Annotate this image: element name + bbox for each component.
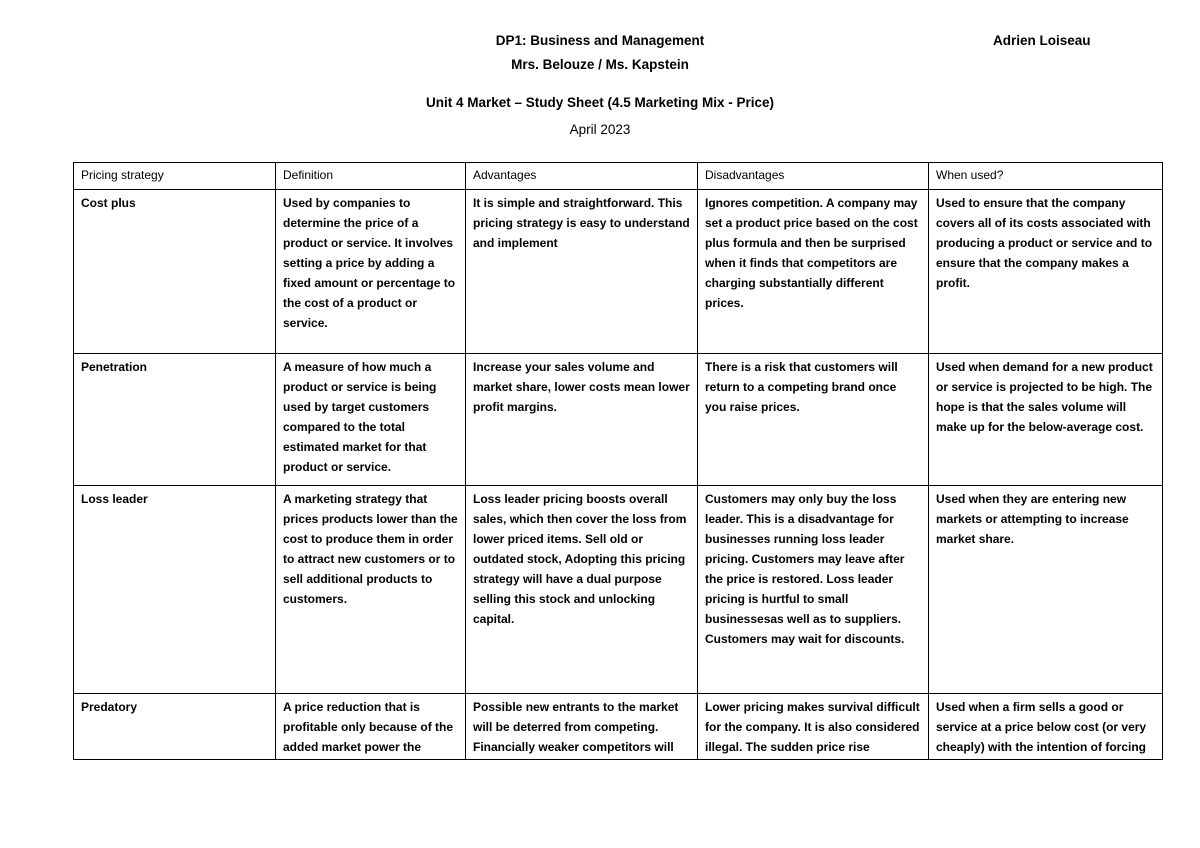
strategy-cell: Penetration — [74, 354, 276, 486]
definition-cell: A measure of how much a product or service is being used by target customers compared to the total estimated market for that product or service. — [276, 354, 466, 486]
strategy-cell: Cost plus — [74, 190, 276, 354]
strategy-cell: Predatory — [74, 694, 276, 760]
definition-cell: A marketing strategy that prices products lower than the cost to produce them in order to attract new customers or to sell additional products to customers. — [276, 486, 466, 694]
disadvantages-cell: Ignores competition. A company may set a product price based on the cost plus formula and then be surprised when it finds that competitors are charging substantially different prices. — [698, 190, 929, 354]
disadvantages-cell: Customers may only buy the loss leader. This is a disadvantage for businesses running loss leader pricing. Customers may leave after the price is restored. Loss leader pricing is hurtful to small businessesas well as to suppliers. Customers may wait for discounts. — [698, 486, 929, 694]
when-used-cell: Used when they are entering new markets or attempting to increase market share. — [929, 486, 1163, 694]
teachers-line: Mrs. Belouze / Ms. Kapstein — [511, 57, 689, 72]
advantages-cell: Increase your sales volume and market share, lower costs mean lower profit margins. — [466, 354, 698, 486]
column-header: Definition — [276, 163, 466, 190]
unit-title: Unit 4 Market – Study Sheet (4.5 Marketing Mix - Price) — [425, 95, 775, 110]
author-name: Adrien Loiseau — [993, 33, 1091, 48]
pricing-strategy-table — [73, 162, 1163, 760]
column-header: Pricing strategy — [74, 163, 276, 190]
document-date: April 2023 — [569, 122, 631, 137]
when-used-cell: Used when a firm sells a good or service at a price below cost (or very cheaply) with the intention of forcing — [929, 694, 1163, 760]
column-header: When used? — [929, 163, 1163, 190]
definition-cell: A price reduction that is profitable only because of the added market power the — [276, 694, 466, 760]
disadvantages-cell: Lower pricing makes survival difficult for the company. It is also considered illegal. The sudden price rise — [698, 694, 929, 760]
strategy-cell: Loss leader — [74, 486, 276, 694]
disadvantages-cell: There is a risk that customers will return to a competing brand once you raise prices. — [698, 354, 929, 486]
advantages-cell: Possible new entrants to the market will be deterred from competing. Financially weaker competitors will — [466, 694, 698, 760]
table-header-row — [74, 163, 1163, 190]
table-row — [74, 190, 1163, 354]
column-header: Disadvantages — [698, 163, 929, 190]
table-row — [74, 694, 1163, 760]
course-title: DP1: Business and Management — [495, 33, 705, 48]
table-row — [74, 486, 1163, 694]
advantages-cell: Loss leader pricing boosts overall sales, which then cover the loss from lower priced items. Sell old or outdated stock, Adopting this pricing strategy will have a dual purpose selling this stock and unlocking capital. — [466, 486, 698, 694]
when-used-cell: Used to ensure that the company covers all of its costs associated with producing a product or service and to ensure that the company makes a profit. — [929, 190, 1163, 354]
when-used-cell: Used when demand for a new product or service is projected to be high. The hope is that the sales volume will make up for the below-average cost. — [929, 354, 1163, 486]
definition-cell: Used by companies to determine the price of a product or service. It involves setting a price by adding a fixed amount or percentage to the cost of a product or service. — [276, 190, 466, 354]
advantages-cell: It is simple and straightforward. This pricing strategy is easy to understand and implement — [466, 190, 698, 354]
table-row — [74, 354, 1163, 486]
column-header: Advantages — [466, 163, 698, 190]
